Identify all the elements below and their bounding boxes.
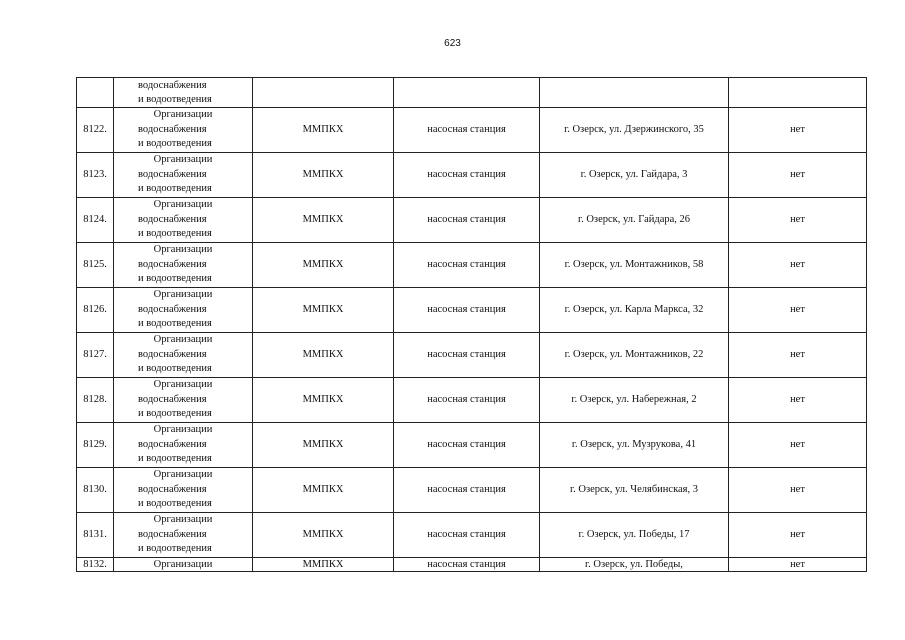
cell-organization [114, 108, 253, 153]
org-line: водоснабжения [138, 438, 207, 450]
cell-organization [114, 468, 253, 513]
cell-organization: Организации [114, 558, 253, 572]
cell-status: нет [729, 198, 867, 243]
org-line: и водоотведения [138, 138, 212, 150]
cell-status: нет [729, 288, 867, 333]
cell-type: насосная станция [394, 468, 540, 513]
cell-address: г. Озерск, ул. Музрукова, 41 [540, 423, 729, 468]
cell-number: 8124. [77, 198, 114, 243]
cell-owner: ММПКХ [253, 288, 394, 333]
cell-status: нет [729, 153, 867, 198]
org-line: Организации [153, 154, 213, 166]
cell-owner: ММПКХ [253, 423, 394, 468]
cell-number: 8132. [77, 558, 114, 572]
org-line: и водоотведения [138, 273, 212, 285]
cell-organization [114, 198, 253, 243]
cell-organization [114, 243, 253, 288]
cell-organization [114, 153, 253, 198]
table-row [77, 423, 867, 468]
org-line: и водоотведения [138, 228, 212, 240]
cell-organization [114, 513, 253, 558]
cell-owner: ММПКХ [253, 513, 394, 558]
org-line: водоснабжения [138, 168, 207, 180]
cell-organization [114, 288, 253, 333]
cell-owner: ММПКХ [253, 198, 394, 243]
cell-type: насосная станция [394, 198, 540, 243]
cell-owner: ММПКХ [253, 378, 394, 423]
org-line: водоснабжения [138, 393, 207, 405]
cell-organization [114, 333, 253, 378]
cell-type: насосная станция [394, 423, 540, 468]
org-line: и водоотведения [138, 453, 212, 465]
table-row [77, 153, 867, 198]
table-row [77, 558, 867, 572]
cell-type: насосная станция [394, 243, 540, 288]
cell-address: г. Озерск, ул. Монтажников, 58 [540, 243, 729, 288]
org-line: Организации [153, 334, 213, 346]
cell-type: насосная станция [394, 558, 540, 572]
cell-type: насосная станция [394, 288, 540, 333]
org-line: и водоотведения [138, 498, 212, 510]
cell-address: г. Озерск, ул. Победы, 17 [540, 513, 729, 558]
org-line: Организации [153, 424, 213, 436]
cell-status: нет [729, 108, 867, 153]
cell-address [540, 78, 729, 108]
cell-type: насосная станция [394, 153, 540, 198]
cell-address: г. Озерск, ул. Дзержинского, 35 [540, 108, 729, 153]
cell-address: г. Озерск, ул. Гайдара, 26 [540, 198, 729, 243]
cell-owner: ММПКХ [253, 243, 394, 288]
table-row [77, 198, 867, 243]
cell-owner [253, 78, 394, 108]
cell-address: г. Озерск, ул. Карла Маркса, 32 [540, 288, 729, 333]
page-number: 623 [444, 38, 461, 49]
table-row [77, 108, 867, 153]
org-line: водоснабжения [138, 528, 207, 540]
cell-type: насосная станция [394, 108, 540, 153]
org-line: и водоотведения [138, 363, 212, 375]
cell-organization [114, 78, 253, 108]
cell-owner: ММПКХ [253, 108, 394, 153]
cell-type: насосная станция [394, 378, 540, 423]
table-row [77, 378, 867, 423]
cell-owner: ММПКХ [253, 558, 394, 572]
org-line: водоснабжения [138, 258, 207, 270]
cell-address: г. Озерск, ул. Гайдара, 3 [540, 153, 729, 198]
org-line: Организации [153, 379, 213, 391]
cell-number: 8130. [77, 468, 114, 513]
registry-table [76, 77, 867, 572]
org-line: Организации [153, 289, 213, 301]
cell-number: 8128. [77, 378, 114, 423]
org-line: Организации [153, 469, 213, 481]
cell-status: нет [729, 423, 867, 468]
table-row [77, 468, 867, 513]
cell-number: 8125. [77, 243, 114, 288]
table-row [77, 243, 867, 288]
org-line: Организации [153, 244, 213, 256]
cell-organization [114, 423, 253, 468]
cell-address: г. Озерск, ул. Монтажников, 22 [540, 333, 729, 378]
org-line: водоснабжения [138, 303, 207, 315]
cell-number: 8122. [77, 108, 114, 153]
org-line: водоснабжения [138, 123, 207, 135]
org-line: и водоотведения [138, 93, 212, 105]
org-line: Организации [153, 109, 213, 121]
cell-number: 8131. [77, 513, 114, 558]
cell-owner: ММПКХ [253, 153, 394, 198]
cell-status: нет [729, 513, 867, 558]
org-line: и водоотведения [138, 408, 212, 420]
org-line: и водоотведения [138, 183, 212, 195]
cell-number: 8129. [77, 423, 114, 468]
table-row [77, 513, 867, 558]
org-line: водоснабжения [138, 79, 207, 91]
cell-number: 8127. [77, 333, 114, 378]
cell-status: нет [729, 243, 867, 288]
org-line: водоснабжения [138, 348, 207, 360]
cell-address: г. Озерск, ул. Челябинская, 3 [540, 468, 729, 513]
cell-type: насосная станция [394, 513, 540, 558]
cell-number [77, 78, 114, 108]
cell-status: нет [729, 468, 867, 513]
cell-type [394, 78, 540, 108]
org-line: Организации [153, 199, 213, 211]
cell-number: 8123. [77, 153, 114, 198]
cell-status: нет [729, 378, 867, 423]
cell-status: нет [729, 558, 867, 572]
org-line: и водоотведения [138, 543, 212, 555]
cell-type: насосная станция [394, 333, 540, 378]
org-line: и водоотведения [138, 318, 212, 330]
cell-organization [114, 378, 253, 423]
table-body [77, 78, 867, 572]
table-row [77, 288, 867, 333]
cell-owner: ММПКХ [253, 468, 394, 513]
table-row [77, 78, 867, 108]
org-line: Организации [153, 514, 213, 526]
cell-status [729, 78, 867, 108]
cell-address: г. Озерск, ул. Набережная, 2 [540, 378, 729, 423]
table-row [77, 333, 867, 378]
org-line: водоснабжения [138, 213, 207, 225]
cell-owner: ММПКХ [253, 333, 394, 378]
cell-number: 8126. [77, 288, 114, 333]
org-line: водоснабжения [138, 483, 207, 495]
cell-address: г. Озерск, ул. Победы, [540, 558, 729, 572]
cell-status: нет [729, 333, 867, 378]
